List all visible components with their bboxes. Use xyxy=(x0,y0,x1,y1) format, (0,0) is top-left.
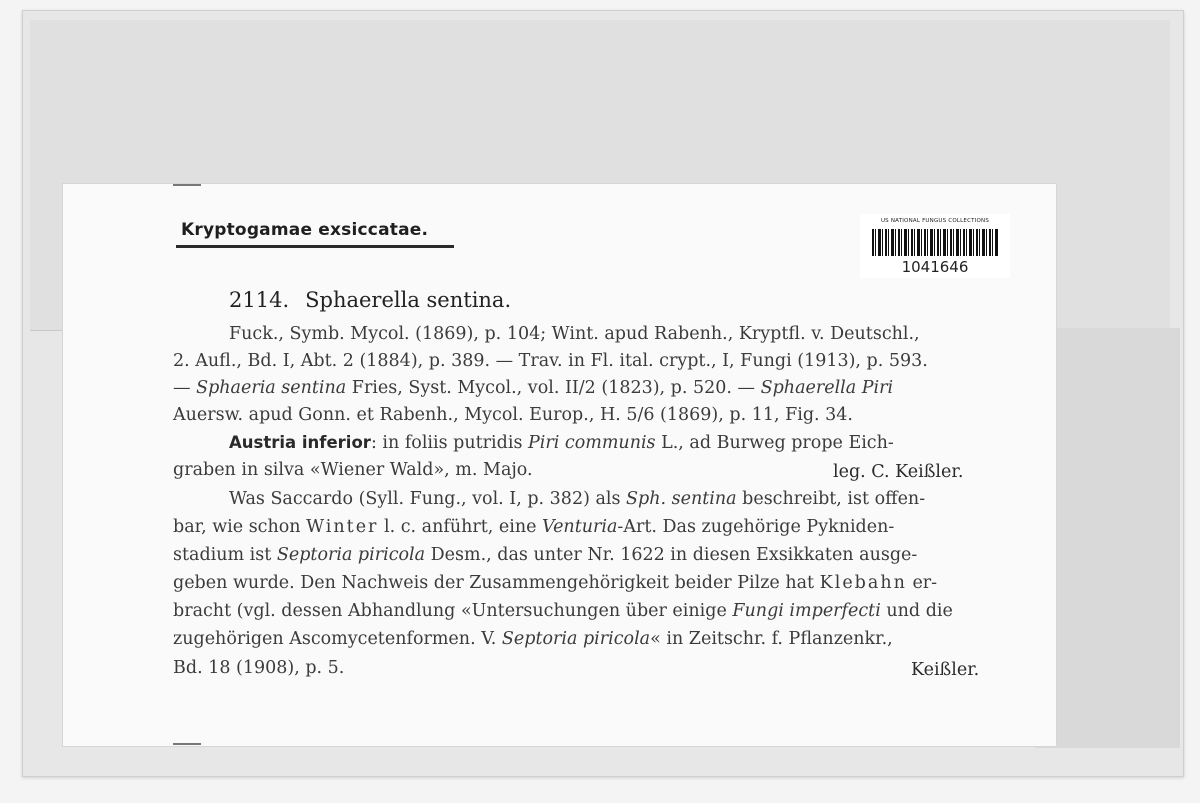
text-line-5 xyxy=(229,435,894,453)
series-title: Kryptogamae exsiccatae. xyxy=(181,220,429,240)
text-line-12-b: Septoria piricola xyxy=(501,629,651,649)
text-line-8-a: bar, wie schon xyxy=(173,517,307,537)
text-line-10-a: geben wurde. Den Nachweis der Zusammengehörigkeit beider Pilze hat xyxy=(173,573,820,593)
text-line-3-a: — xyxy=(173,378,197,398)
text-line-8 xyxy=(173,519,894,537)
text-line-7 xyxy=(229,491,925,509)
text-line-11-c: und die xyxy=(880,601,953,621)
text-line-12-c: « in Zeitschr. f. Pflanzenkr., xyxy=(650,629,893,649)
synonym-sphaeria: Sphaeria sentina xyxy=(196,378,347,398)
host-name: Piri communis xyxy=(528,433,656,453)
text-line-9-a: stadium ist xyxy=(173,545,277,565)
corner-mark xyxy=(173,743,201,745)
collector: leg. C. Keißler. xyxy=(833,462,964,482)
synonym-sphaerella: Sphaerella Piri xyxy=(760,378,894,398)
text-line-1: Fuck., Symb. Mycol. (1869), p. 104; Wint. apud Rabenh., Kryptfl. v. Deutschl., xyxy=(229,324,920,344)
text-line-11 xyxy=(173,603,953,621)
text-line-4: Auersw. apud Gonn. et Rabenh., Mycol. Europ., H. 5/6 (1869), p. 11, Fig. 34. xyxy=(173,405,853,425)
text-line-9 xyxy=(173,547,917,565)
barcode-header: US NATIONAL FUNGUS COLLECTIONS xyxy=(880,218,990,224)
text-line-2: 2. Aufl., Bd. I, Abt. 2 (1884), p. 389. — Trav. in Fl. ital. crypt., I, Fungi (1913), p. 593. xyxy=(173,351,928,371)
barcode-number: 1041646 xyxy=(901,258,969,276)
entry-heading xyxy=(229,288,511,312)
text-line-5-d: L., ad Burweg prope Eich- xyxy=(655,433,894,453)
author-klebahn: Klebahn xyxy=(819,573,907,593)
genus-venturia: Venturia xyxy=(542,517,618,537)
signature: Keißler. xyxy=(911,660,980,680)
text-line-7-b: Sph. sentina xyxy=(626,489,737,509)
text-line-3 xyxy=(173,380,893,398)
text-line-9-c: Desm., das unter Nr. 1622 in diesen Exsikkaten ausge- xyxy=(425,545,918,565)
text-line-7-a: Was Saccardo (Syll. Fung., vol. I, p. 382) als xyxy=(229,489,627,509)
text-line-6: graben in silva «Wiener Wald», m. Majo. xyxy=(173,460,533,480)
text-line-10 xyxy=(173,575,937,593)
author-winter: Winter xyxy=(306,517,379,537)
corner-mark xyxy=(173,184,201,186)
exsiccata-label xyxy=(62,183,1057,747)
entry-number: 2114. xyxy=(229,288,290,312)
text-line-11-b: Fungi imperfecti xyxy=(732,601,881,621)
barcode-label xyxy=(860,214,1010,278)
text-line-12 xyxy=(173,631,893,649)
text-line-7-c: beschreibt, ist offen- xyxy=(736,489,926,509)
text-line-11-a: bracht (vgl. dessen Abhandlung «Untersuchungen über einige xyxy=(173,601,733,621)
text-line-8-e: -Art. Das zugehörige Pykniden- xyxy=(617,517,895,537)
barcode-icon xyxy=(872,229,998,256)
entry-name: Sphaerella sentina. xyxy=(305,288,512,312)
text-line-8-c: l. c. anführt, eine xyxy=(378,517,543,537)
locality-region: Austria inferior xyxy=(229,433,371,452)
series-underline xyxy=(176,245,454,248)
text-line-13: Bd. 18 (1908), p. 5. xyxy=(173,658,345,678)
text-line-12-a: zugehörigen Ascomycetenformen. V. xyxy=(173,629,502,649)
text-line-10-c: er- xyxy=(906,573,938,593)
text-line-3-c: Fries, Syst. Mycol., vol. II/2 (1823), p. 520. — xyxy=(346,378,761,398)
text-line-5-b: : in foliis putridis xyxy=(370,433,528,453)
text-line-9-b: Septoria piricola xyxy=(276,545,426,565)
